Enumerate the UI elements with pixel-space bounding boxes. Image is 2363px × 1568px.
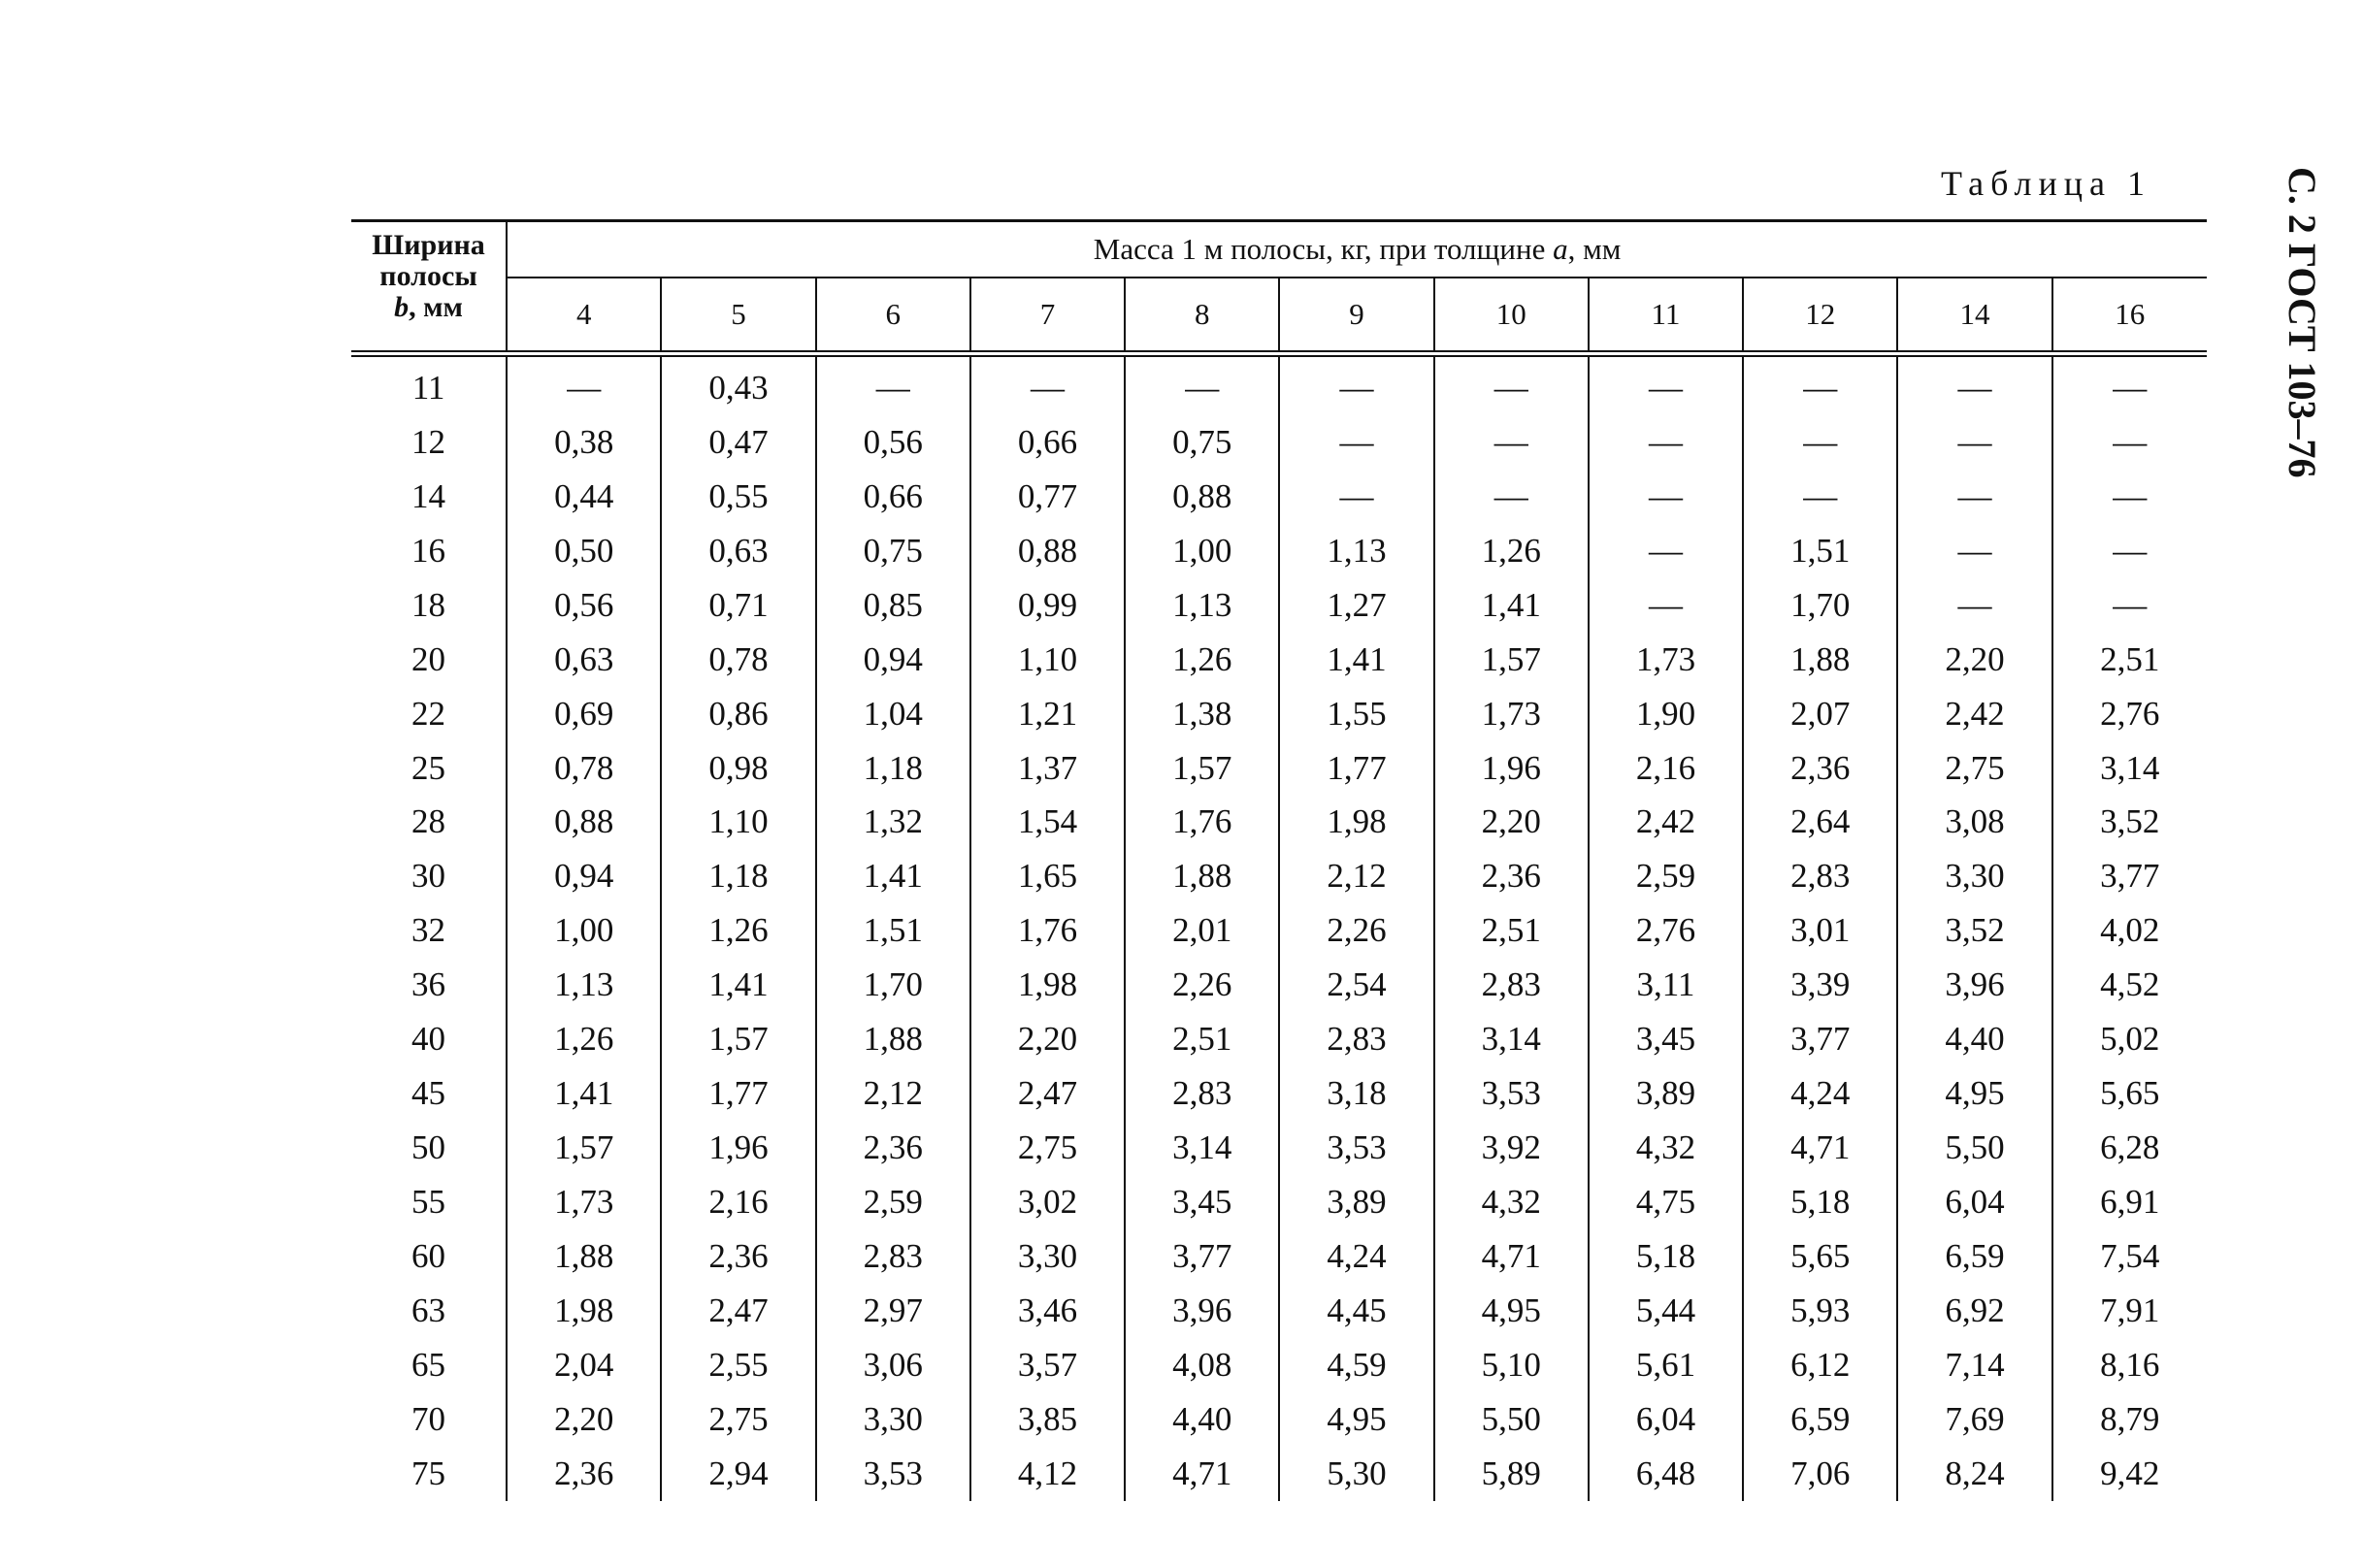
mass-cell: 7,91 (2052, 1284, 2207, 1338)
width-column-header (351, 221, 507, 354)
width-cell: 11 (411, 368, 445, 407)
mass-cell: 2,07 (1743, 687, 1897, 741)
mass-cell: — (1279, 354, 1433, 415)
mass-cell: 6,04 (1589, 1392, 1743, 1447)
mass-cell: 0,63 (661, 524, 815, 578)
mass-cell: — (1279, 470, 1433, 524)
mass-cell: — (1743, 354, 1897, 415)
table-row (351, 1066, 2207, 1121)
mass-cell: 3,30 (816, 1392, 970, 1447)
mass-cell: 5,65 (2052, 1066, 2207, 1121)
mass-cell: 1,96 (661, 1121, 815, 1175)
mass-cell: — (1743, 415, 1897, 470)
mass-cell: 2,12 (816, 1066, 970, 1121)
mass-cell: 1,51 (1743, 524, 1897, 578)
width-cell: 55 (411, 1183, 446, 1222)
mass-cell: — (1589, 470, 1743, 524)
table-row (351, 470, 2207, 524)
mass-cell: 1,88 (816, 1012, 970, 1066)
width-header-line2: полосы (379, 260, 477, 292)
mass-cell: 2,26 (1125, 958, 1279, 1012)
mass-cell: 1,73 (1589, 633, 1743, 687)
mass-cell: 1,41 (1434, 578, 1589, 633)
mass-cell: — (1125, 354, 1279, 415)
mass-cell: 2,83 (1279, 1012, 1433, 1066)
mass-cell: 0,94 (507, 849, 661, 903)
mass-cell: 6,59 (1743, 1392, 1897, 1447)
mass-cell: 1,41 (661, 958, 815, 1012)
width-cell: 30 (411, 857, 446, 896)
mass-cell: 2,97 (816, 1284, 970, 1338)
mass-cell: 2,36 (816, 1121, 970, 1175)
mass-cell: 2,16 (661, 1175, 815, 1229)
mass-cell: 1,55 (1279, 687, 1433, 741)
mass-cell: — (2052, 578, 2207, 633)
mass-cell: 3,77 (1743, 1012, 1897, 1066)
mass-cell: 1,10 (970, 633, 1125, 687)
mass-cell: 1,88 (1743, 633, 1897, 687)
mass-cell: 1,98 (970, 958, 1125, 1012)
mass-cell: 2,20 (1434, 796, 1589, 850)
mass-cell: 2,12 (1279, 849, 1433, 903)
mass-cell: 7,06 (1743, 1447, 1897, 1501)
mass-cell: 2,36 (1434, 849, 1589, 903)
mass-cell: 1,13 (507, 958, 661, 1012)
mass-cell: 3,53 (1279, 1121, 1433, 1175)
mass-cell: 4,08 (1125, 1338, 1279, 1392)
table-row (351, 687, 2207, 741)
mass-cell: 1,98 (1279, 796, 1433, 850)
mass-cell: 2,42 (1589, 796, 1743, 850)
table-row (351, 1447, 2207, 1501)
mass-cell: 2,51 (1434, 903, 1589, 958)
mass-cell: 1,77 (661, 1066, 815, 1121)
width-cell: 36 (411, 965, 446, 1004)
mass-cell: — (1743, 470, 1897, 524)
table-row (351, 796, 2207, 850)
mass-cell: 4,32 (1589, 1121, 1743, 1175)
mass-cell: 4,40 (1125, 1392, 1279, 1447)
mass-cell: 0,75 (816, 524, 970, 578)
mass-cell: 3,18 (1279, 1066, 1433, 1121)
mass-cell: 1,57 (1125, 741, 1279, 796)
mass-cell: 4,71 (1434, 1229, 1589, 1284)
table-row (351, 903, 2207, 958)
table-row (351, 849, 2207, 903)
width-cell: 70 (411, 1399, 446, 1438)
mass-cell: 3,52 (2052, 796, 2207, 850)
width-cell: 32 (411, 911, 446, 950)
width-cell: 50 (411, 1128, 446, 1167)
table-row (351, 1392, 2207, 1447)
mass-cell: 7,69 (1897, 1392, 2051, 1447)
mass-cell: 4,59 (1279, 1338, 1433, 1392)
mass-cell: 3,89 (1589, 1066, 1743, 1121)
mass-cell: — (1897, 470, 2051, 524)
mass-cell: 5,44 (1589, 1284, 1743, 1338)
mass-cell: 4,02 (2052, 903, 2207, 958)
mass-cell: 1,70 (1743, 578, 1897, 633)
mass-cell: 3,96 (1125, 1284, 1279, 1338)
mass-cell: 1,73 (1434, 687, 1589, 741)
mass-cell: 1,76 (970, 903, 1125, 958)
mass-cell: 4,40 (1897, 1012, 2051, 1066)
mass-cell: 3,77 (2052, 849, 2207, 903)
mass-cell: 1,00 (507, 903, 661, 958)
mass-cell: 1,27 (1279, 578, 1433, 633)
mass-cell: 5,93 (1743, 1284, 1897, 1338)
mass-cell: 1,26 (1434, 524, 1589, 578)
mass-cell: 1,37 (970, 741, 1125, 796)
mass-cell: 4,32 (1434, 1175, 1589, 1229)
mass-cell: 6,48 (1589, 1447, 1743, 1501)
mass-cell: 3,30 (970, 1229, 1125, 1284)
mass-header-suffix: , мм (1567, 232, 1622, 266)
mass-header-var: a (1553, 232, 1568, 266)
mass-cell: — (1897, 524, 2051, 578)
mass-cell: 0,98 (661, 741, 815, 796)
mass-cell: 5,18 (1743, 1175, 1897, 1229)
mass-cell: 2,54 (1279, 958, 1433, 1012)
mass-cell: 2,36 (507, 1447, 661, 1501)
mass-cell: 2,20 (1897, 633, 2051, 687)
mass-cell: 2,75 (1897, 741, 2051, 796)
mass-cell: 2,47 (661, 1284, 815, 1338)
mass-cell: 6,59 (1897, 1229, 2051, 1284)
thickness-header-cell: 7 (970, 278, 1125, 354)
width-cell: 45 (411, 1074, 446, 1113)
mass-cell: 1,57 (661, 1012, 815, 1066)
width-cell: 22 (411, 694, 446, 733)
mass-cell: 2,51 (1125, 1012, 1279, 1066)
width-cell: 18 (411, 585, 446, 624)
mass-cell: 0,69 (507, 687, 661, 741)
thickness-header-cell: 8 (1125, 278, 1279, 354)
mass-cell: 1,54 (970, 796, 1125, 850)
mass-cell: 8,16 (2052, 1338, 2207, 1392)
mass-cell: 7,14 (1897, 1338, 2051, 1392)
mass-cell: 0,66 (816, 470, 970, 524)
mass-cell: 9,42 (2052, 1447, 2207, 1501)
mass-cell: 1,41 (1279, 633, 1433, 687)
thickness-header-cell: 11 (1589, 278, 1743, 354)
table-row (351, 633, 2207, 687)
mass-cell: — (2052, 470, 2207, 524)
mass-cell: 0,88 (507, 796, 661, 850)
mass-cell: — (1897, 354, 2051, 415)
mass-cell: — (1434, 415, 1589, 470)
mass-cell: 3,85 (970, 1392, 1125, 1447)
mass-cell: 4,45 (1279, 1284, 1433, 1338)
mass-cell: 1,90 (1589, 687, 1743, 741)
width-cell: 20 (411, 639, 446, 678)
mass-cell: 0,88 (1125, 470, 1279, 524)
mass-cell: 1,32 (816, 796, 970, 850)
table-row (351, 524, 2207, 578)
mass-cell: 3,14 (1434, 1012, 1589, 1066)
mass-cell: 3,39 (1743, 958, 1897, 1012)
mass-cell: 0,50 (507, 524, 661, 578)
mass-cell: 2,55 (661, 1338, 815, 1392)
mass-cell: 5,89 (1434, 1447, 1589, 1501)
mass-cell: 1,57 (507, 1121, 661, 1175)
mass-cell: 1,04 (816, 687, 970, 741)
mass-cell: 0,75 (1125, 415, 1279, 470)
mass-cell: 4,95 (1897, 1066, 2051, 1121)
mass-cell: — (1897, 415, 2051, 470)
mass-column-header (507, 221, 2207, 278)
mass-cell: 4,24 (1743, 1066, 1897, 1121)
mass-cell: 3,45 (1125, 1175, 1279, 1229)
mass-cell: 2,83 (816, 1229, 970, 1284)
width-cell: 16 (411, 531, 446, 570)
mass-cell: — (2052, 354, 2207, 415)
mass-cell: 6,91 (2052, 1175, 2207, 1229)
table-body (351, 354, 2207, 1501)
mass-cell: 2,76 (2052, 687, 2207, 741)
mass-cell: — (1589, 578, 1743, 633)
mass-cell: 2,42 (1897, 687, 2051, 741)
thickness-header-cell: 12 (1743, 278, 1897, 354)
mass-cell: 4,95 (1279, 1392, 1433, 1447)
mass-cell: 1,10 (661, 796, 815, 850)
mass-cell: 2,36 (661, 1229, 815, 1284)
thickness-header-row (351, 278, 2207, 354)
mass-cell: 4,24 (1279, 1229, 1433, 1284)
mass-cell: — (1434, 470, 1589, 524)
mass-cell: 5,10 (1434, 1338, 1589, 1392)
width-cell: 65 (411, 1345, 446, 1384)
table-row (351, 1012, 2207, 1066)
mass-cell: 3,57 (970, 1338, 1125, 1392)
mass-cell: 1,98 (507, 1284, 661, 1338)
mass-cell: 4,75 (1589, 1175, 1743, 1229)
mass-cell: — (1434, 354, 1589, 415)
mass-cell: 4,52 (2052, 958, 2207, 1012)
mass-cell: 6,28 (2052, 1121, 2207, 1175)
mass-cell: 3,53 (1434, 1066, 1589, 1121)
mass-cell: 0,63 (507, 633, 661, 687)
mass-cell: 2,04 (507, 1338, 661, 1392)
mass-cell: — (2052, 524, 2207, 578)
mass-cell: 3,01 (1743, 903, 1897, 958)
table-caption: Таблица 1 (1941, 164, 2151, 203)
mass-cell: — (1279, 415, 1433, 470)
mass-cell: 3,30 (1897, 849, 2051, 903)
mass-cell: 1,65 (970, 849, 1125, 903)
mass-cell: — (1897, 578, 2051, 633)
mass-cell: 0,43 (661, 354, 815, 415)
mass-cell: 0,55 (661, 470, 815, 524)
mass-cell: 1,26 (507, 1012, 661, 1066)
page-side-header: С. 2 ГОСТ 103–76 (2281, 167, 2324, 478)
mass-cell: 2,94 (661, 1447, 815, 1501)
mass-cell: 0,77 (970, 470, 1125, 524)
mass-cell: 0,44 (507, 470, 661, 524)
thickness-header-cell: 5 (661, 278, 815, 354)
mass-cell: 1,18 (661, 849, 815, 903)
table-row (351, 1229, 2207, 1284)
mass-cell: 5,18 (1589, 1229, 1743, 1284)
mass-cell: — (816, 354, 970, 415)
mass-cell: 5,65 (1743, 1229, 1897, 1284)
mass-cell: 1,13 (1125, 578, 1279, 633)
thickness-header-cell: 4 (507, 278, 661, 354)
mass-cell: 2,51 (2052, 633, 2207, 687)
mass-cell: 1,41 (816, 849, 970, 903)
width-cell: 63 (411, 1290, 446, 1329)
mass-cell: 1,21 (970, 687, 1125, 741)
table-row (351, 578, 2207, 633)
mass-cell: 4,95 (1434, 1284, 1589, 1338)
mass-cell: 2,76 (1589, 903, 1743, 958)
mass-cell: 2,83 (1743, 849, 1897, 903)
mass-cell: 1,26 (661, 903, 815, 958)
mass-cell: 3,45 (1589, 1012, 1743, 1066)
mass-cell: 0,99 (970, 578, 1125, 633)
width-cell: 40 (411, 1020, 446, 1059)
width-header-var: b (394, 291, 410, 323)
mass-cell: — (1589, 524, 1743, 578)
table-row (351, 415, 2207, 470)
width-header-line1: Ширина (372, 229, 485, 261)
mass-cell: 0,71 (661, 578, 815, 633)
mass-cell: 3,46 (970, 1284, 1125, 1338)
mass-cell: 0,78 (507, 741, 661, 796)
table-row (351, 1121, 2207, 1175)
mass-cell: 3,11 (1589, 958, 1743, 1012)
mass-cell: 1,96 (1434, 741, 1589, 796)
width-cell: 25 (411, 748, 446, 787)
mass-cell: — (2052, 415, 2207, 470)
mass-cell: 8,24 (1897, 1447, 2051, 1501)
mass-cell: 6,12 (1743, 1338, 1897, 1392)
mass-cell: — (1589, 354, 1743, 415)
table-row (351, 958, 2207, 1012)
mass-cell: 1,88 (1125, 849, 1279, 903)
mass-cell: 6,04 (1897, 1175, 2051, 1229)
width-cell: 14 (411, 476, 446, 515)
mass-cell: 1,18 (816, 741, 970, 796)
mass-cell: 2,01 (1125, 903, 1279, 958)
mass-cell: 2,36 (1743, 741, 1897, 796)
table-row (351, 1284, 2207, 1338)
mass-cell: 2,20 (970, 1012, 1125, 1066)
mass-cell: 3,92 (1434, 1121, 1589, 1175)
mass-cell: 0,66 (970, 415, 1125, 470)
mass-cell: 2,75 (970, 1121, 1125, 1175)
mass-cell: 2,59 (1589, 849, 1743, 903)
mass-header-prefix: Масса 1 м полосы, кг, при толщине (1093, 232, 1554, 266)
mass-cell: 4,71 (1743, 1121, 1897, 1175)
mass-cell: 1,38 (1125, 687, 1279, 741)
mass-cell: 1,51 (816, 903, 970, 958)
thickness-header-cell: 9 (1279, 278, 1433, 354)
mass-cell: 2,83 (1434, 958, 1589, 1012)
mass-cell: 2,83 (1125, 1066, 1279, 1121)
thickness-header-cell: 10 (1434, 278, 1589, 354)
mass-cell: 1,77 (1279, 741, 1433, 796)
mass-cell: 0,56 (507, 578, 661, 633)
thickness-header-cell: 16 (2052, 278, 2207, 354)
mass-cell: 1,00 (1125, 524, 1279, 578)
mass-cell: 1,73 (507, 1175, 661, 1229)
mass-cell: 1,57 (1434, 633, 1589, 687)
mass-cell: 2,75 (661, 1392, 815, 1447)
mass-cell: 3,52 (1897, 903, 2051, 958)
mass-cell: 1,70 (816, 958, 970, 1012)
mass-cell: 0,88 (970, 524, 1125, 578)
mass-cell: 1,13 (1279, 524, 1433, 578)
mass-cell: 3,06 (816, 1338, 970, 1392)
mass-cell: 1,41 (507, 1066, 661, 1121)
mass-cell: 2,64 (1743, 796, 1897, 850)
mass-cell: 5,30 (1279, 1447, 1433, 1501)
mass-cell: 0,94 (816, 633, 970, 687)
mass-cell: 4,71 (1125, 1447, 1279, 1501)
mass-cell: — (1589, 415, 1743, 470)
mass-cell: 1,26 (1125, 633, 1279, 687)
mass-cell: 3,53 (816, 1447, 970, 1501)
mass-cell: 3,02 (970, 1175, 1125, 1229)
mass-cell: 3,89 (1279, 1175, 1433, 1229)
mass-cell: 3,77 (1125, 1229, 1279, 1284)
mass-cell: 2,47 (970, 1066, 1125, 1121)
mass-cell: 2,59 (816, 1175, 970, 1229)
mass-cell: 0,85 (816, 578, 970, 633)
mass-cell: 2,16 (1589, 741, 1743, 796)
mass-cell: 0,86 (661, 687, 815, 741)
mass-cell: 2,26 (1279, 903, 1433, 958)
mass-cell: 3,08 (1897, 796, 2051, 850)
width-cell: 12 (411, 422, 446, 461)
thickness-header-cell: 14 (1897, 278, 2051, 354)
thickness-header-cell: 6 (816, 278, 970, 354)
mass-table (351, 219, 2207, 1501)
table-row (351, 741, 2207, 796)
mass-cell: 6,92 (1897, 1284, 2051, 1338)
table-row (351, 1338, 2207, 1392)
mass-cell: 3,14 (1125, 1121, 1279, 1175)
mass-cell: 7,54 (2052, 1229, 2207, 1284)
width-header-unit: , мм (409, 291, 463, 323)
mass-cell: 1,76 (1125, 796, 1279, 850)
mass-cell: 5,50 (1434, 1392, 1589, 1447)
mass-cell: 4,12 (970, 1447, 1125, 1501)
width-cell: 28 (411, 802, 446, 841)
mass-cell: — (970, 354, 1125, 415)
mass-cell: 3,96 (1897, 958, 2051, 1012)
mass-cell: 0,78 (661, 633, 815, 687)
mass-cell: 5,50 (1897, 1121, 2051, 1175)
mass-cell: 8,79 (2052, 1392, 2207, 1447)
mass-cell: 2,20 (507, 1392, 661, 1447)
width-cell: 75 (411, 1454, 446, 1492)
mass-cell: 0,38 (507, 415, 661, 470)
table-row (351, 1175, 2207, 1229)
mass-cell: 5,02 (2052, 1012, 2207, 1066)
mass-cell: 3,14 (2052, 741, 2207, 796)
mass-cell: 0,56 (816, 415, 970, 470)
mass-cell: 5,61 (1589, 1338, 1743, 1392)
mass-cell: — (507, 354, 661, 415)
table-row (351, 354, 2207, 415)
width-cell: 60 (411, 1236, 446, 1275)
mass-cell: 1,88 (507, 1229, 661, 1284)
mass-cell: 0,47 (661, 415, 815, 470)
